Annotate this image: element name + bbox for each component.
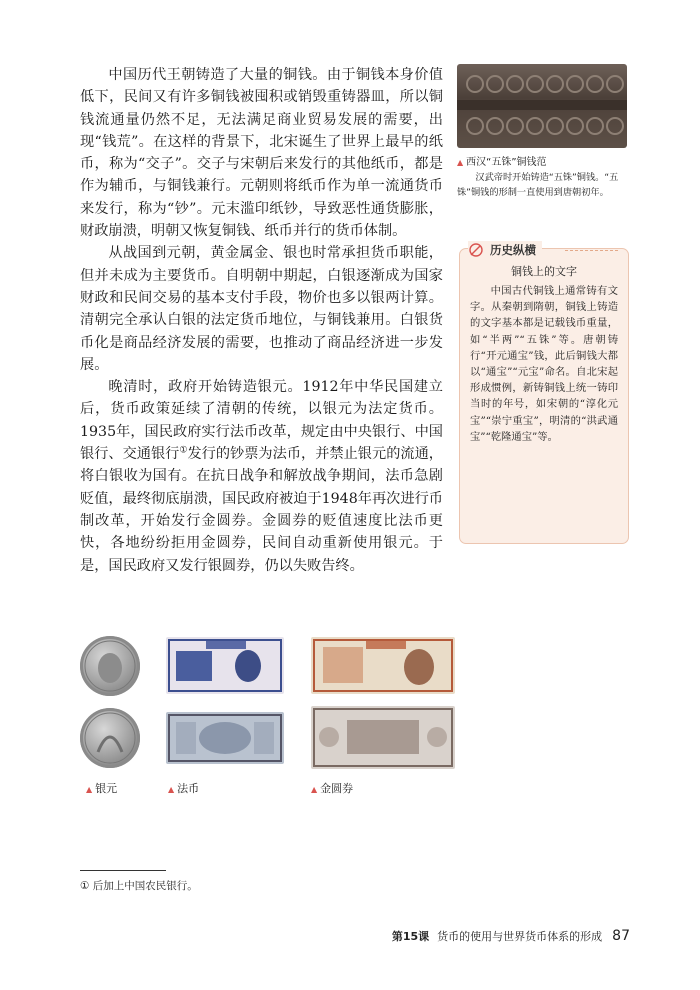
jinyuanquan-note-back-image <box>311 706 455 769</box>
paragraph-3-part-1: 晚清时，政府开始铸造银元。1912年中华民国建立后，货币政策延续了清朝的传统，以银元为法定货币。1935年，国民政府实行法币改革，规定由中央银行、中国银行、交通银行 <box>80 379 443 463</box>
paragraph-3-part-2: 发行的钞票为法币，并禁止银元的流通，将白银收为国有。在抗日战争和解放战争期间，法币急剧贬值，最终彻底崩溃，国民政府被迫于1948年再次进行币制改革，开始发行金圆券。金圆券的贬值速度比法币更快，各地纷纷拒用金圆券，民间自动重新使用银元。于是，国民政府又发行银圆券，仍以失败告终。 <box>80 446 443 574</box>
feather-pen-icon <box>468 242 484 258</box>
label-silver-dollar <box>86 780 117 796</box>
paragraph-3 <box>80 376 443 577</box>
label-fabi <box>168 780 199 796</box>
body-text <box>80 64 443 577</box>
lesson-title: 货币的使用与世界货币体系的形成 <box>437 930 603 943</box>
page-number: 87 <box>612 928 630 944</box>
lesson-number: 第15课 <box>391 930 430 943</box>
jinyuanquan-note-front-image <box>311 637 455 694</box>
silver-dollar-back-image <box>80 708 140 768</box>
history-header <box>468 241 542 259</box>
label-silver-dollar-text: 银元 <box>95 782 118 795</box>
box-body: 中国古代铜钱上通常铸有文字。从秦朝到隋朝，铜钱上铸造的文字基本都是记载钱币重量，如“半两”“五铢”等。唐朝铸行“开元通宝”钱，此后铜钱大都以“通宝”“元宝”命名。自北宋起形成惯例，新铸铜钱上统一铸印当时的年号，如宋朝的“淳化元宝”“崇宁重宝”，明清的“洪武通宝”“乾隆通宝”等。 <box>470 285 618 443</box>
triangle-marker-icon: ▲ <box>457 158 464 167</box>
paragraph-2: 从战国到元朝，黄金属金、银也时常承担货币职能，但并未成为主要货币。自明朝中期起，白银逐渐成为国家财政和民间交易的基本支付手段，物价也多以银两计算。清朝完全承认白银的法定货币地位，与铜钱兼用。白银货币化是商品经济发展的需要，也推动了商品经济进一步发展。 <box>80 245 443 373</box>
page-footer <box>392 928 630 944</box>
silver-dollar-front-image <box>80 636 140 696</box>
wuzhu-coin-mold-image <box>457 64 627 148</box>
history-label: 历史纵横 <box>490 243 536 257</box>
label-jinyuanquan <box>311 780 353 796</box>
footnote-marker[interactable]: ① <box>179 445 188 456</box>
header-divider <box>565 250 618 251</box>
footnote: ① 后加上中国农民银行。 <box>80 880 198 892</box>
footnote-rule <box>80 870 166 871</box>
triangle-marker-icon: ▲ <box>168 785 175 794</box>
paragraph-1: 中国历代王朝铸造了大量的铜钱。由于铜钱本身价值低下，民间又有许多铜钱被囤积或销毁重铸器皿，所以铜钱流通量仍然不足，无法满足商业贸易发展的需要，出现“钱荒”。在这样的背景下，北宋诞生了世界上最早的纸币，称为“交子”。交子与宋朝后来发行的其他纸币，都是作为辅币，与铜钱兼行。元朝则将纸币作为单一流通货币来发行，称为“钞”。元末滥印纸钞，导致恶性通货膨胀，财政崩溃，明朝又恢复铜钱、纸币并行的货币体制。 <box>80 67 443 240</box>
mold-caption-title: 西汉“五铢”铜钱范 <box>466 157 547 168</box>
fabi-note-back-image <box>166 712 284 764</box>
triangle-marker-icon: ▲ <box>86 785 93 794</box>
mold-caption <box>457 155 629 200</box>
fabi-note-front-image <box>166 637 284 694</box>
box-title: 铜钱上的文字 <box>511 265 577 278</box>
history-sidebar-box <box>459 243 629 544</box>
mold-caption-desc: 汉武帝时开始铸造“五铢”铜钱。“五铢”铜钱的形制一直使用到唐朝初年。 <box>457 172 619 198</box>
label-jinyuanquan-text: 金圆券 <box>320 782 354 795</box>
label-fabi-text: 法币 <box>177 782 200 795</box>
triangle-marker-icon: ▲ <box>311 785 318 794</box>
